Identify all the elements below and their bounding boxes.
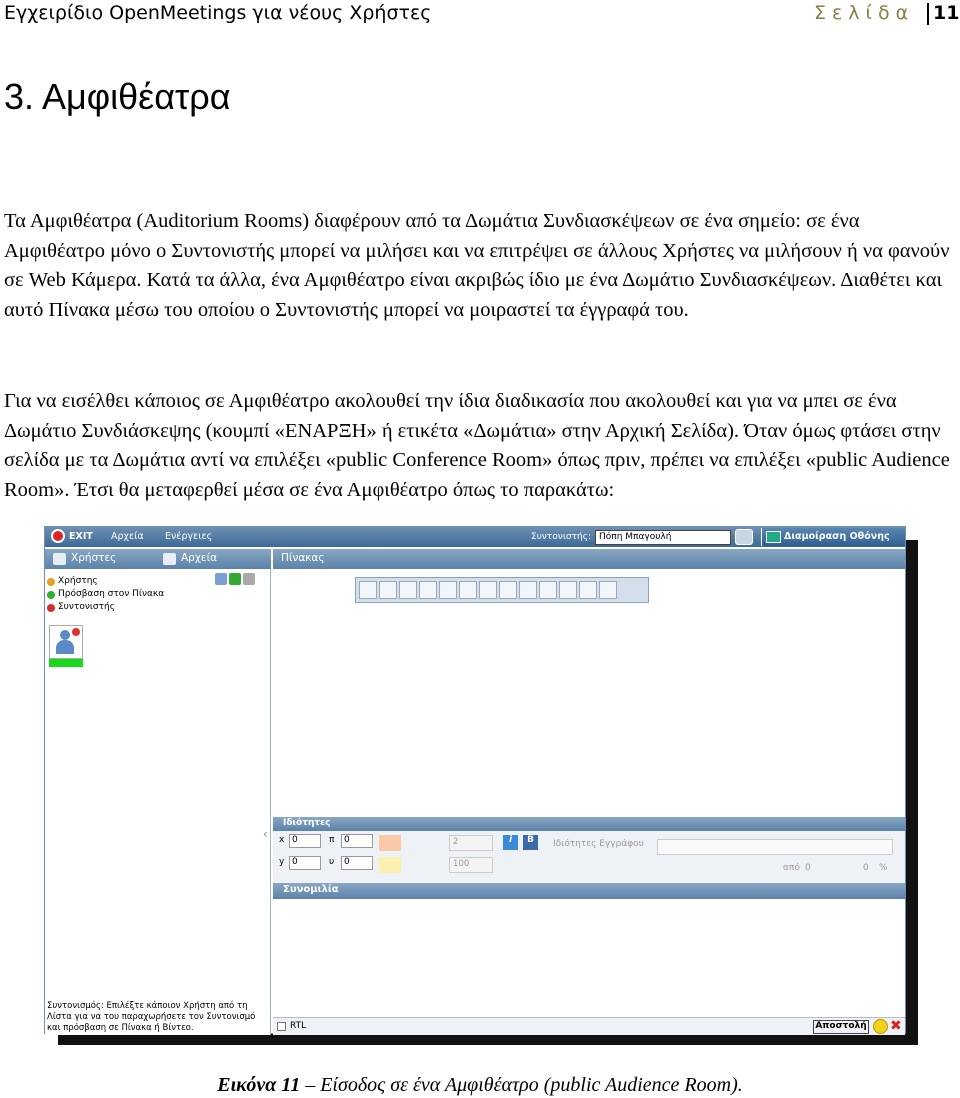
paragraph-2: Για να εισέλθει κάποιος σε Αμφιθέατρο ακολουθεί την ίδια διαδικασία που ακολουθεί και για να μπει σε ένα Δωμάτιο Συνδιάσκεψης (κουμπί «ΕΝΑΡΞΗ» ή ετικέτα «Δωμάτια» στην Αρχική Σελίδα). Όταν όμως φτάσει στην σελίδα με τα Δωμάτια αντί να επιλέξει «public Conference Room» όπως πριν, πρέπει να επιλέξει «public Audience Room». Έτσι θα μεταφερθεί μέσα σε ένα Αμφιθέατρο όπως το παρακάτω:	[4, 390, 950, 501]
line-icon[interactable]	[499, 581, 517, 599]
x-label: x	[279, 835, 285, 845]
rectangle-icon[interactable]	[539, 581, 557, 599]
moderator-hint: Συντονισμός: Επιλέξτε κάποιον Χρήστη από τη Λίστα για να του παραχωρήσετε τον Συντονισμό και πρόσβαση σε Πίνακα ή Βίντεο.	[47, 1001, 256, 1033]
opacity-select[interactable]: 100	[449, 857, 493, 873]
line-color-swatch[interactable]	[379, 835, 401, 851]
user-legend	[47, 575, 164, 614]
user-dot-icon	[47, 578, 55, 586]
tab-users[interactable]: Χρήστες	[53, 552, 116, 564]
paragraph-1: Τα Αμφιθέατρα (Auditorium Rooms) διαφέρουν από τα Δωμάτια Συνδιασκέψεων σε ένα σημείο: σε ένα Αμφιθέατρο μόνο ο Συντονιστής μπορεί να μιλήσει και να επιτρέψει σε άλλους Χρήστες να μιλήσουν ή να φανούν σε Web Κάμερα. Κατά τα άλλα, ένα Αμφιθέατρο είναι ακριβώς ίδιο με ένα Δωμάτιο Συνδιασκέψεων. Διαθέτει και αυτό Πίνακα μέσω του οποίου ο Συντονιστής μπορεί να μοιραστεί τα έγγραφά του.	[4, 210, 950, 321]
ellipse-icon[interactable]	[559, 581, 577, 599]
top-toolbar	[45, 527, 905, 547]
users-icon[interactable]	[735, 529, 753, 545]
page-header	[0, 0, 960, 28]
power-icon	[51, 529, 65, 543]
underline-icon[interactable]	[519, 581, 537, 599]
new-icon[interactable]	[359, 581, 377, 599]
moderator-label: Συντονιστής:	[531, 532, 592, 542]
user-tools	[215, 573, 255, 585]
y-input[interactable]: 0	[289, 856, 321, 870]
status-icon	[72, 628, 80, 636]
send-button[interactable]: Αποστολή	[813, 1020, 869, 1034]
openmeetings-screenshot	[44, 526, 906, 1034]
section-title: 3. Αμφιθέατρα	[4, 76, 231, 117]
user-avatar[interactable]	[49, 625, 83, 659]
audio-level-bar	[49, 659, 83, 667]
caption-text: – Είσοδος σε ένα Αμφιθέατρο (public Audience Room).	[300, 1074, 743, 1096]
x-input[interactable]: 0	[289, 834, 321, 848]
properties-header: Ιδιότητες	[273, 817, 905, 831]
figure-caption	[0, 1074, 960, 1097]
zoom-percent: %	[879, 863, 888, 873]
moderator-dot-icon	[47, 604, 55, 612]
delete-icon[interactable]	[599, 581, 617, 599]
legend-user: Χρήστης	[47, 575, 164, 588]
save-icon[interactable]	[379, 581, 397, 599]
w-input[interactable]: 0	[341, 834, 373, 848]
text-icon[interactable]	[459, 581, 477, 599]
chat-header: Συνομιλία	[273, 883, 905, 899]
document-title: Εγχειρίδιο OpenMeetings για νέους Χρήστες	[4, 2, 432, 24]
speaker-icon[interactable]	[243, 573, 255, 585]
menu-files[interactable]: Αρχεία	[111, 531, 144, 542]
clipart-icon[interactable]	[439, 581, 457, 599]
zoom-value: 0	[863, 863, 869, 873]
smiley-icon[interactable]	[873, 1019, 888, 1034]
group-icon[interactable]	[215, 573, 227, 585]
undo-icon[interactable]	[399, 581, 417, 599]
access-dot-icon	[47, 591, 55, 599]
document-select[interactable]	[657, 839, 893, 855]
page-number: 11	[933, 2, 960, 24]
exit-button[interactable]: EXIT	[51, 529, 93, 543]
whiteboard-canvas[interactable]	[273, 569, 905, 811]
h-input[interactable]: 0	[341, 856, 373, 870]
h-label: υ	[329, 857, 335, 867]
menu-actions[interactable]: Ενέργειες	[165, 531, 213, 542]
share-screen-button[interactable]: Διαμοίραση Οθόνης	[761, 528, 905, 546]
header-divider	[927, 3, 929, 25]
y-label: y	[279, 857, 285, 867]
arrow-icon[interactable]	[579, 581, 597, 599]
caption-label: Εικόνα 11	[217, 1074, 301, 1096]
left-tabs	[45, 549, 271, 569]
whiteboard-toolbar	[355, 577, 649, 603]
italic-button[interactable]: i	[503, 835, 518, 850]
chat-input-bar	[273, 1017, 905, 1035]
close-icon[interactable]: ✖	[890, 1018, 902, 1034]
line-width-select[interactable]: 2	[449, 835, 493, 851]
bold-button[interactable]: B	[523, 835, 538, 850]
w-label: π	[329, 835, 335, 845]
legend-whiteboard-access: Πρόσβαση στον Πίνακα	[47, 588, 164, 601]
rtl-checkbox[interactable]: RTL	[277, 1021, 306, 1031]
document-props-label: Ιδιότητες Εγγράφου	[553, 839, 644, 849]
chat-area	[273, 899, 905, 1017]
page-total: 0	[805, 863, 811, 873]
pencil-icon[interactable]	[229, 573, 241, 585]
paint-icon[interactable]	[479, 581, 497, 599]
moderator-select[interactable]: Πόπη Μπαγουλή	[595, 530, 731, 545]
properties-panel	[273, 831, 905, 883]
fill-color-swatch[interactable]	[379, 857, 401, 873]
collapse-icon[interactable]: ‹	[263, 827, 268, 841]
legend-moderator: Συντονιστής	[47, 601, 164, 614]
users-panel	[45, 569, 271, 1035]
page-word: Σελίδα	[814, 2, 915, 24]
pointer-icon[interactable]	[419, 581, 437, 599]
tab-files[interactable]: Αρχεία	[163, 552, 217, 564]
whiteboard-header: Πίνακας	[273, 549, 905, 569]
page-of-label: από	[783, 863, 800, 873]
